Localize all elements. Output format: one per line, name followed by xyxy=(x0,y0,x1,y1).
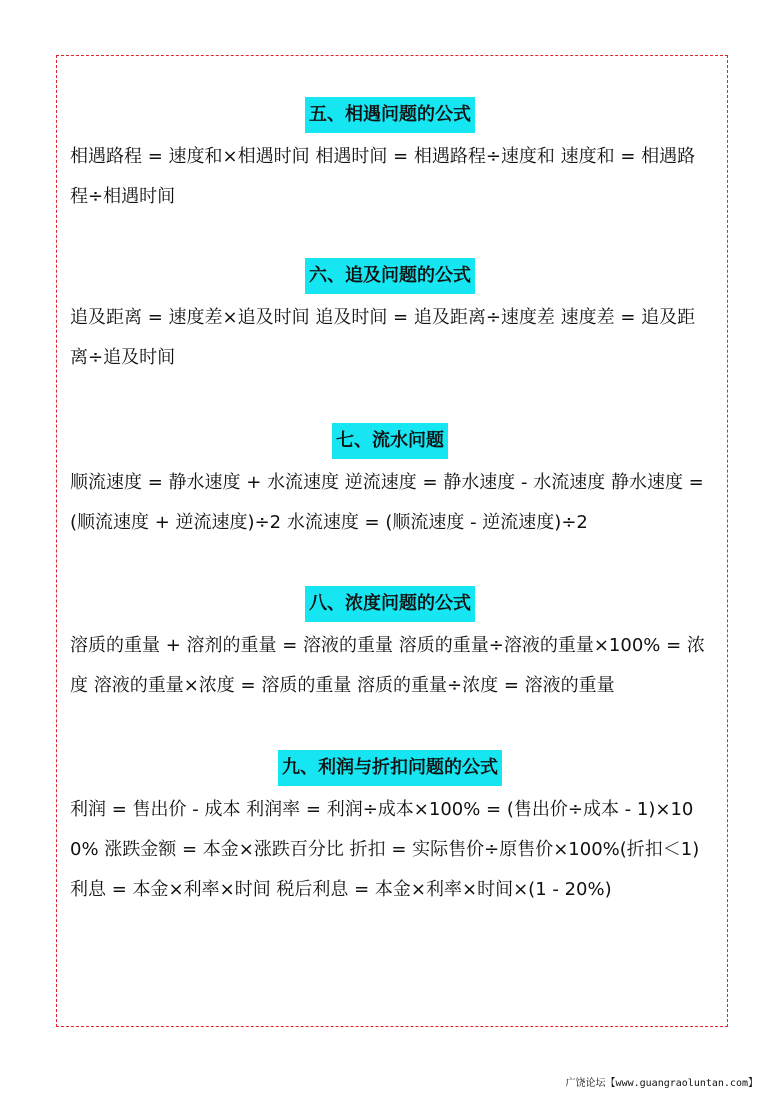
section-concentration xyxy=(70,586,710,706)
section-chase xyxy=(70,258,710,378)
section-body: 追及距离 = 速度差×追及时间 追及时间 = 追及距离÷速度差 速度差 = 追及距离÷追及时间 xyxy=(70,307,696,368)
footer-watermark xyxy=(566,1074,758,1089)
section-heading: 七、流水问题 xyxy=(332,423,448,459)
section-flow xyxy=(70,423,710,543)
section-body: 顺流速度 = 静水速度 + 水流速度 逆流速度 = 静水速度 - 水流速度 静水速度 = (顺流速度 + 逆流速度)÷2 水流速度 = (顺流速度 - 逆流速度)÷2 xyxy=(70,472,704,533)
section-heading: 八、浓度问题的公式 xyxy=(305,586,475,622)
footer-url[interactable]: 【www.guangraoluntan.com】 xyxy=(605,1078,758,1089)
section-heading: 六、追及问题的公式 xyxy=(305,258,475,294)
section-body: 溶质的重量 + 溶剂的重量 = 溶液的重量 溶质的重量÷溶液的重量×100% = 浓度 溶液的重量×浓度 = 溶质的重量 溶质的重量÷浓度 = 溶液的重量 xyxy=(70,635,705,696)
section-body: 相遇路程 = 速度和×相遇时间 相遇时间 = 相遇路程÷速度和 速度和 = 相遇路程÷相遇时间 xyxy=(70,146,696,207)
section-heading: 九、利润与折扣问题的公式 xyxy=(278,750,502,786)
footer-site-name: 广饶论坛 xyxy=(565,1078,606,1089)
section-body: 利润 = 售出价 - 成本 利润率 = 利润÷成本×100% = (售出价÷成本 - 1)×100% 涨跌金额 = 本金×涨跌百分比 折扣 = 实际售价÷原售价×100%(折扣＜1) 利息 = 本金×利率×时间 税后利息 = 本金×利率×时间×(1 - 20%) xyxy=(70,799,700,900)
section-meeting xyxy=(70,97,710,217)
section-profit-discount xyxy=(70,750,710,910)
section-heading: 五、相遇问题的公式 xyxy=(305,97,475,133)
